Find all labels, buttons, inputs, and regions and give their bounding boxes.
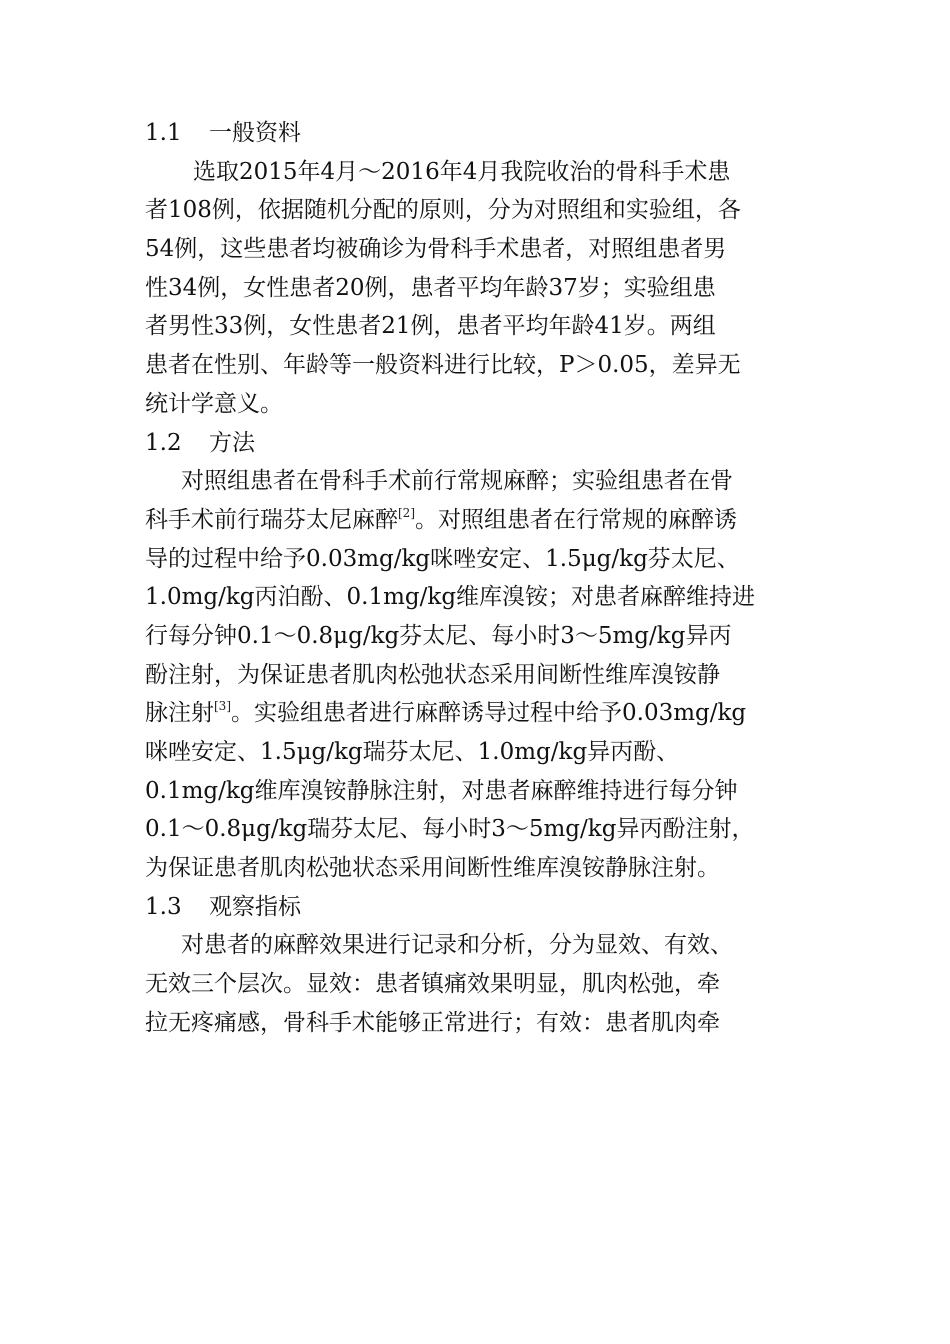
paragraph-line: 为保证患者肌肉松弛状态采用间断性维库溴铵静脉注射。 [145, 855, 720, 882]
paragraph-line: 选取2015年4月～2016年4月我院收治的骨科手术患 [193, 158, 731, 185]
text-segment: 。对照组患者在行常规的麻醉诱 [415, 506, 737, 533]
section-title: 一般资料 [209, 120, 301, 146]
citation-ref-2: [2] [398, 505, 415, 520]
paragraph-line: 导的过程中给予0.03mg/kg咪唑安定、1.5μg/kg芬太尼、 [145, 545, 740, 572]
paragraph-line: 酚注射，为保证患者肌肉松弛状态采用间断性维库溴铵静 [145, 661, 720, 688]
section-heading-1-2 [145, 424, 810, 463]
section-number: 1.3 [145, 893, 182, 920]
citation-ref-3: [3] [214, 699, 231, 714]
section-heading-1-1 [145, 114, 810, 153]
paragraph-line: 1.0mg/kg丙泊酚、0.1mg/kg维库溴铵；对患者麻醉维持进 [145, 584, 756, 611]
paragraph-line: 对照组患者在骨科手术前行常规麻醉；实验组患者在骨 [181, 468, 733, 495]
text-segment: 科手术前行瑞芬太尼麻醉 [145, 506, 398, 533]
paragraph-line: 统计学意义。 [145, 390, 283, 417]
text-segment: 脉注射 [145, 700, 214, 727]
section-heading-1-3 [145, 888, 810, 927]
paragraph-line: 对患者的麻醉效果进行记录和分析，分为显效、有效、 [181, 932, 733, 959]
paragraph-line: 者108例，依据随机分配的原则，分为对照组和实验组，各 [145, 197, 741, 224]
document-page [145, 114, 810, 1043]
paragraph-line: 性34例，女性患者20例，患者平均年龄37岁；实验组患 [145, 274, 716, 301]
text-segment: 。实验组患者进行麻醉诱导过程中给予0.03mg/kg [231, 700, 747, 727]
section-number: 1.1 [145, 120, 182, 146]
paragraph-line: 行每分钟0.1～0.8μg/kg芬太尼、每小时3～5mg/kg异丙 [145, 622, 732, 649]
paragraph-line: 患者在性别、年龄等一般资料进行比较，P＞0.05，差异无 [145, 352, 741, 379]
paragraph-line: 0.1mg/kg维库溴铵静脉注射，对患者麻醉维持进行每分钟 [145, 777, 738, 804]
paragraph-line: 拉无疼痛感，骨科手术能够正常进行；有效：患者肌肉牵 [145, 1009, 720, 1036]
section-number: 1.2 [145, 429, 182, 456]
paragraph-line: 者男性33例，女性患者21例，患者平均年龄41岁。两组 [145, 313, 716, 340]
section-title: 方法 [209, 429, 255, 456]
paragraph-line: 咪唑安定、1.5μg/kg瑞芬太尼、1.0mg/kg异丙酚、 [145, 739, 680, 765]
paragraph-line: 0.1～0.8μg/kg瑞芬太尼、每小时3～5mg/kg异丙酚注射， [145, 816, 755, 843]
paragraph-line: 54例，这些患者均被确诊为骨科手术患者，对照组患者男 [145, 236, 727, 263]
paragraph-line [145, 501, 810, 540]
paragraph-line [145, 694, 810, 733]
section-title: 观察指标 [209, 893, 301, 920]
paragraph-line: 无效三个层次。显效：患者镇痛效果明显，肌肉松弛，牵 [145, 971, 720, 998]
